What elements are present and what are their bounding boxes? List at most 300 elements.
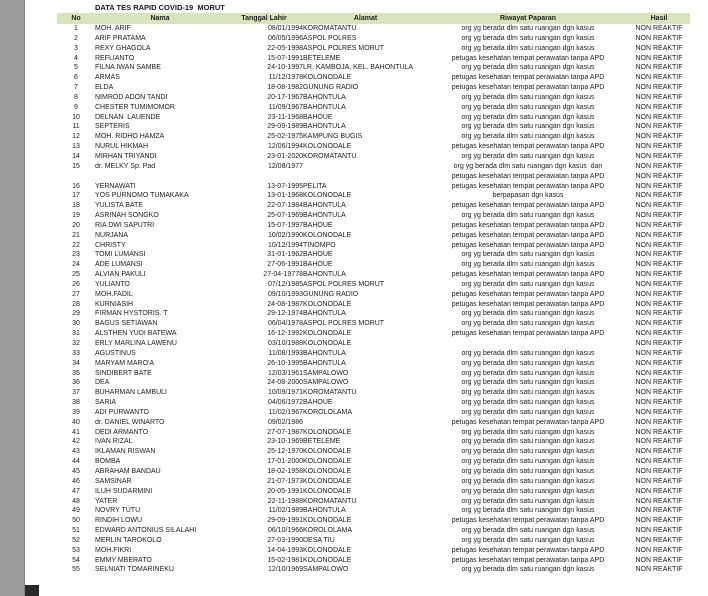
- cell-nama: ILUH SUDARMINI: [95, 487, 153, 495]
- table-header-row: [57, 13, 690, 24]
- cell-nama: BAGUS SETIAWAN: [95, 320, 158, 328]
- cell-nama: ADE LUMANSI: [95, 261, 143, 269]
- cell-alamat: KOLONODALE: [303, 487, 352, 495]
- cell-alamat: KOLONODALE: [303, 448, 352, 456]
- cell-nama: REXY GHAGOLA: [95, 44, 151, 52]
- cell-nama: BUHARMAN LAMBULI: [95, 389, 167, 397]
- cell-riwayat-paparan: org yg berada dlm satu ruangan dgn kasus: [461, 113, 595, 121]
- cell-riwayat-paparan: org yg berada dlm satu ruangan dgn kasus: [461, 487, 595, 495]
- cell-riwayat-paparan: org yg berada dlm satu ruangan dgn kasus: [461, 566, 595, 574]
- cell-no: 50: [72, 517, 80, 525]
- cell-tanggal-lahir: 29-12-1974: [267, 310, 303, 318]
- next-page-corner: [25, 585, 39, 596]
- cell-riwayat-paparan: petugas kesehatan tempat perawatan tanpa APD: [451, 241, 605, 249]
- cell-no: 22: [72, 241, 80, 249]
- cell-nama: FIRMAN HYSTORIS. T: [95, 310, 168, 318]
- cell-nama: ARIF PRATAMA: [95, 34, 146, 42]
- cell-tanggal-lahir: 11/08/1993: [268, 349, 303, 357]
- cell-alamat: KOLONODALE: [303, 517, 352, 525]
- cell-nama: ALSTHEN YUDI BATEWA: [95, 330, 177, 338]
- cell-riwayat-paparan: berpapasan dgn kasus: [492, 192, 564, 200]
- cell-hasil: NON REAKTIF: [635, 359, 683, 367]
- cell-riwayat-paparan: org yg berada dlm satu ruangan dgn kasus: [461, 467, 595, 475]
- cell-tanggal-lahir: 18-02-1958: [267, 467, 303, 475]
- cell-riwayat-paparan: org yg berada dlm satu ruangan dgn kasus: [461, 280, 595, 288]
- cell-nama: SINDIBERT BATE: [95, 369, 152, 377]
- cell-no: 42: [72, 438, 80, 446]
- cell-hasil: NON REAKTIF: [635, 477, 683, 485]
- cell-hasil: NON REAKTIF: [635, 556, 683, 564]
- table-row: [57, 250, 690, 260]
- table-row: [57, 339, 690, 349]
- cell-alamat: ASPOL POLRES MORUT: [303, 280, 385, 288]
- cell-riwayat-paparan: petugas kesehatan tempat perawatan tanpa APD: [451, 418, 605, 426]
- cell-riwayat-paparan: petugas kesehatan tempat perawatan tanpa APD: [451, 74, 605, 82]
- cell-tanggal-lahir: 17-01-2000: [267, 458, 303, 466]
- cell-hasil: NON REAKTIF: [635, 192, 683, 200]
- table-row: [57, 44, 690, 54]
- cell-alamat: BAHONTULA: [303, 507, 346, 515]
- cell-riwayat-paparan: org yg berada dlm satu ruangan dgn kasus: [461, 64, 595, 72]
- cell-tanggal-lahir: 24-10-1997: [267, 64, 303, 72]
- table-row: [57, 546, 690, 556]
- cell-nama: CHRISTY: [95, 241, 126, 249]
- cell-no: 32: [72, 340, 80, 347]
- cell-hasil: NON REAKTIF: [635, 566, 683, 574]
- cell-hasil: NON REAKTIF: [635, 221, 683, 229]
- cell-nama: ARMAS: [95, 74, 120, 82]
- table-row: [57, 536, 690, 546]
- cell-alamat: ASPOL POLRES MORUT: [303, 44, 385, 52]
- cell-hasil: NON REAKTIF: [635, 241, 683, 249]
- table-row: [57, 280, 690, 290]
- cell-no: 13: [72, 143, 80, 151]
- cell-tanggal-lahir: 06/04/1978: [267, 320, 303, 328]
- table-row: [57, 103, 690, 113]
- cell-riwayat-paparan: petugas kesehatan tempat perawatan tanpa APD: [451, 300, 605, 308]
- cell-no: 49: [72, 507, 80, 515]
- cell-riwayat-paparan: org yg berada dlm satu ruangan dgn kasus: [461, 320, 595, 328]
- cell-hasil: NON REAKTIF: [635, 458, 683, 466]
- cell-alamat: SAMPALOWO: [303, 369, 349, 377]
- cell-hasil: NON REAKTIF: [635, 300, 683, 308]
- cell-alamat: BAHONTULA: [303, 123, 346, 131]
- cell-no: 6: [74, 74, 78, 82]
- cell-no: 24: [72, 261, 80, 269]
- cell-hasil: NON REAKTIF: [635, 340, 683, 347]
- table-row: [57, 63, 690, 73]
- cell-no: 36: [72, 379, 80, 387]
- table-row: [57, 162, 690, 172]
- cell-nama: dr. DANIEL WINARTO: [95, 418, 165, 426]
- cell-no: 46: [72, 477, 80, 485]
- cell-no: 15: [72, 162, 80, 170]
- table-row: [57, 565, 690, 575]
- cell-alamat: BAHONTULA: [303, 359, 346, 367]
- table-row: [57, 388, 690, 398]
- rapid-test-table: [57, 13, 690, 575]
- cell-no: 43: [72, 448, 80, 456]
- cell-no: 37: [72, 389, 80, 397]
- table-row: [57, 418, 690, 428]
- cell-tanggal-lahir: 15-07-1997: [267, 221, 303, 229]
- cell-riwayat-paparan: petugas kesehatan tempat perawatan tanpa APD: [451, 517, 605, 525]
- cell-nama: EMMY MBERATO: [95, 556, 152, 564]
- table-row: [57, 428, 690, 438]
- cell-hasil: NON REAKTIF: [635, 261, 683, 269]
- cell-no: 21: [72, 231, 80, 239]
- cell-tanggal-lahir: 23-01-2020: [267, 152, 303, 160]
- cell-alamat: TINOMPO: [303, 241, 336, 249]
- cell-alamat: KOLONODALE: [303, 143, 352, 151]
- page-title: DATA TES RAPID COVID-19 MORUT: [95, 3, 225, 12]
- table-row: [57, 408, 690, 418]
- cell-riwayat-paparan: org yg berada dlm satu ruangan dgn kasus: [461, 428, 595, 436]
- cell-riwayat-paparan: org yg berada dlm satu ruangan dgn kasus: [461, 497, 595, 505]
- cell-alamat: BETELEME: [303, 54, 341, 62]
- cell-tanggal-lahir: 29-09-1991: [267, 517, 303, 525]
- cell-riwayat-paparan: org yg berada dlm satu ruangan dgn kasus: [461, 152, 595, 160]
- cell-riwayat-paparan: org yg berada dlm satu ruangan dgn kasus: [461, 34, 595, 42]
- cell-hasil: NON REAKTIF: [635, 497, 683, 505]
- cell-nama: MOH.FIKRI: [95, 546, 132, 554]
- cell-tanggal-lahir: 18-08-1982: [267, 84, 303, 92]
- cell-nama: MERLIN TAROKOLO: [95, 536, 162, 544]
- cell-tanggal-lahir: 04/06/1972: [267, 399, 303, 407]
- cell-tanggal-lahir: 22-07-1984: [267, 202, 303, 210]
- cell-nama: IVAN RIZAL: [95, 438, 133, 446]
- table-row: [57, 132, 690, 142]
- cell-nama: ADI PURWANTO: [95, 408, 149, 416]
- table-row: [57, 83, 690, 93]
- cell-alamat: ASPOL POLRES MORUT: [303, 320, 385, 328]
- cell-no: 1: [74, 25, 78, 32]
- cell-alamat: KOLONODALE: [303, 330, 352, 338]
- cell-nama: dr. MELKY Sp. Pad: [95, 162, 156, 170]
- cell-tanggal-lahir: 26-10-1995: [267, 359, 303, 367]
- table-row: [57, 152, 690, 162]
- cell-riwayat-paparan: org yg berada dlm satu ruangan dgn kasus: [461, 93, 595, 101]
- cell-nama: BOMBA: [95, 458, 121, 466]
- cell-hasil: NON REAKTIF: [635, 64, 683, 72]
- table-row: [57, 487, 690, 497]
- cell-tanggal-lahir: 09/02/1986: [267, 418, 303, 426]
- cell-alamat: BAHONTULA: [303, 310, 346, 318]
- cell-hasil: NON REAKTIF: [635, 349, 683, 357]
- cell-riwayat-paparan: petugas kesehatan tempat perawatan tanpa APD: [451, 182, 605, 190]
- cell-nama: YATER: [95, 497, 118, 505]
- cell-tanggal-lahir: 11/02/1967: [268, 408, 303, 416]
- cell-riwayat-paparan: org yg berada dlm satu ruangan dgn kasus: [461, 103, 595, 111]
- cell-alamat: KOLONODALE: [303, 74, 352, 82]
- cell-alamat: [303, 172, 428, 182]
- cell-riwayat-paparan: org yg berada dlm satu ruangan dgn kasus: [461, 212, 595, 220]
- cell-nama: YULIANTO: [95, 280, 130, 288]
- cell-nama: SARIA: [95, 399, 117, 407]
- cell-hasil: NON REAKTIF: [635, 536, 683, 544]
- cell-no: 53: [72, 546, 80, 554]
- table-row: [57, 300, 690, 310]
- cell-no: 17: [72, 192, 80, 200]
- cell-alamat: KOROMATANTU: [303, 497, 357, 505]
- cell-nama: ABRAHAM BANDAU: [95, 467, 161, 475]
- cell-alamat: KOROMATANTU: [303, 152, 357, 160]
- cell-no: 11: [72, 123, 80, 131]
- cell-no: 54: [72, 556, 80, 564]
- cell-riwayat-paparan: petugas kesehatan tempat perawatan tanpa APD: [451, 330, 605, 338]
- cell-alamat: DESA TIU: [303, 536, 335, 544]
- cell-nama: SELNIATI TOMARINEKU: [95, 566, 174, 574]
- cell-hasil: NON REAKTIF: [635, 408, 683, 416]
- cell-riwayat-paparan: org yg berada dlm satu ruangan dgn kasus: [461, 399, 595, 407]
- cell-hasil: NON REAKTIF: [635, 369, 683, 377]
- table-row: [57, 447, 690, 457]
- cell-nama: FILNA IWAN SAMBE: [95, 64, 161, 72]
- cell-tanggal-lahir: 15-02-1981: [267, 556, 303, 564]
- cell-alamat: KOROMATANTU: [303, 25, 357, 32]
- table-row: [57, 349, 690, 359]
- cell-tanggal-lahir: 16-12-1992: [267, 330, 303, 338]
- cell-alamat: BAHOUE: [303, 251, 333, 259]
- cell-alamat: BAHONTULA: [303, 93, 346, 101]
- table-row: [57, 457, 690, 467]
- cell-nama: ASRINAH SONGKO: [95, 212, 159, 220]
- cell-tanggal-lahir: 12/10/1969: [267, 566, 303, 574]
- cell-tanggal-lahir: 20-05-1991: [267, 487, 303, 495]
- cell-hasil: NON REAKTIF: [635, 212, 683, 220]
- cell-no: 4: [74, 54, 78, 62]
- table-row: [57, 201, 690, 211]
- cell-riwayat-paparan: org yg berada dlm satu ruangan dgn kasus: [461, 527, 595, 535]
- table-row: [57, 211, 690, 221]
- cell-riwayat-paparan: org yg berada dlm satu ruangan dgn kasus: [461, 389, 595, 397]
- cell-no: 51: [72, 527, 80, 535]
- table-row: [57, 506, 690, 516]
- cell-alamat: KOROMATANTU: [303, 389, 357, 397]
- cell-tanggal-lahir: 06/05/1996: [267, 34, 303, 42]
- cell-no: 55: [72, 566, 80, 574]
- cell-nama: MOH.FADIL: [95, 290, 133, 298]
- cell-tanggal-lahir: 27-06-1991: [267, 261, 303, 269]
- cell-hasil: NON REAKTIF: [635, 546, 683, 554]
- table-row: [57, 556, 690, 566]
- cell-nama: YERNAWATI: [95, 182, 136, 190]
- cell-riwayat-paparan: org yg berada dlm satu ruangan dgn kasus: [461, 349, 595, 357]
- column-header-tanggal-lahir: Tanggal Lahir: [225, 13, 303, 24]
- cell-alamat: BETELEME: [303, 438, 341, 446]
- table-row: [57, 369, 690, 379]
- cell-hasil: NON REAKTIF: [635, 517, 683, 525]
- cell-hasil: NON REAKTIF: [635, 418, 683, 426]
- cell-hasil: NON REAKTIF: [635, 44, 683, 52]
- cell-alamat: BAHOUE: [303, 399, 333, 407]
- cell-riwayat-paparan: org yg berada dlm satu ruangan dgn kasus: [461, 359, 595, 367]
- cell-tanggal-lahir: 11/09/1967: [268, 103, 303, 111]
- cell-nama: RIA DWI SAPUTRI: [95, 221, 155, 229]
- cell-alamat: KOLONODALE: [303, 428, 352, 436]
- table-row: [57, 34, 690, 44]
- cell-hasil: NON REAKTIF: [635, 527, 683, 535]
- column-header-nama: Nama: [95, 13, 225, 24]
- cell-alamat: [303, 418, 428, 428]
- cell-alamat: BAHONTULA: [303, 202, 346, 210]
- cell-nama: REFLIANTO: [95, 54, 135, 62]
- cell-alamat: BAHONTULA: [303, 103, 346, 111]
- cell-hasil: NON REAKTIF: [635, 379, 683, 387]
- cell-nama: MOH. RIDHO HAMZA: [95, 133, 165, 141]
- cell-no: [57, 172, 95, 182]
- table-row: [57, 270, 690, 280]
- cell-tanggal-lahir: 25-07-1969: [267, 212, 303, 220]
- cell-riwayat-paparan: [428, 339, 628, 349]
- cell-no: 26: [72, 280, 80, 288]
- cell-hasil: NON REAKTIF: [635, 320, 683, 328]
- cell-no: 16: [72, 182, 80, 190]
- cell-hasil: NON REAKTIF: [635, 290, 683, 298]
- cell-riwayat-paparan: org yg berada dlm satu ruangan dgn kasus: [461, 123, 595, 131]
- cell-hasil: NON REAKTIF: [635, 93, 683, 101]
- cell-hasil: NON REAKTIF: [635, 103, 683, 111]
- cell-nama: MARYAM MARO'A: [95, 359, 155, 367]
- cell-alamat: BAHONTULA: [303, 212, 346, 220]
- cell-tanggal-lahir: 09/10/1993: [267, 290, 303, 298]
- cell-nama: NURJANA: [95, 231, 129, 239]
- cell-tanggal-lahir: 13-01-1968: [267, 192, 303, 200]
- table-row: [57, 231, 690, 241]
- cell-tanggal-lahir: 27-04-19778: [263, 271, 303, 279]
- cell-tanggal-lahir: 11/02/1989: [268, 507, 303, 515]
- cell-nama: KURNIASIH: [95, 300, 134, 308]
- cell-tanggal-lahir: 03/10/1988: [267, 340, 303, 347]
- cell-riwayat-paparan: petugas kesehatan tempat perawatan tanpa APD: [451, 202, 605, 210]
- cell-riwayat-paparan: org yg berada dlm satu ruangan dgn kasus: [461, 536, 595, 544]
- cell-alamat: BAHOUE: [303, 113, 333, 121]
- table-row: [57, 54, 690, 64]
- cell-tanggal-lahir: 20-17-1967: [267, 93, 303, 101]
- cell-no: 31: [72, 330, 80, 338]
- cell-hasil: NON REAKTIF: [635, 123, 683, 131]
- cell-no: 52: [72, 536, 80, 544]
- cell-riwayat-paparan: petugas kesehatan tempat perawatan tanpa APD: [451, 84, 605, 92]
- cell-no: 41: [72, 428, 80, 436]
- cell-hasil: NON REAKTIF: [635, 162, 683, 170]
- table-row: [57, 309, 690, 319]
- cell-no: 30: [72, 320, 80, 328]
- table-row: [57, 329, 690, 339]
- cell-alamat: GUNUNG RADIO: [303, 84, 359, 92]
- cell-nama: CHESTER TUMIMOMOR: [95, 103, 175, 111]
- cell-riwayat-paparan: petugas kesehatan tempat perawatan tanpa APD: [451, 221, 605, 229]
- cell-no: 5: [74, 64, 78, 72]
- cell-alamat: KOROLOLAMA: [303, 408, 353, 416]
- cell-nama: IKLAMAN RISWAN: [95, 448, 156, 456]
- cell-tanggal-lahir: 27-07-1987: [267, 428, 303, 436]
- cell-tanggal-lahir: 14-04-1993: [267, 546, 303, 554]
- cell-no: 34: [72, 359, 80, 367]
- cell-alamat: SAMPALOWO: [303, 379, 349, 387]
- cell-riwayat-paparan: org yg berada dlm satu ruangan dgn kasus: [461, 25, 595, 32]
- cell-no: 33: [72, 349, 80, 357]
- table-row: [57, 319, 690, 329]
- cell-hasil: NON REAKTIF: [635, 399, 683, 407]
- cell-hasil: NON REAKTIF: [635, 448, 683, 456]
- cell-no: 2: [74, 34, 78, 42]
- cell-riwayat-paparan: petugas kesehatan tempat perawatan tanpa APD: [451, 143, 605, 151]
- cell-riwayat-paparan: petugas kesehatan tempat perawatan tanpa APD: [451, 290, 605, 298]
- table-row: [57, 113, 690, 123]
- cell-riwayat-paparan: org yg berada dlm satu ruangan dgn kasus: [461, 477, 595, 485]
- cell-tanggal-lahir: [225, 172, 303, 182]
- table-row: [57, 516, 690, 526]
- cell-hasil: NON REAKTIF: [635, 74, 683, 82]
- cell-tanggal-lahir: 12/06/1994: [267, 143, 303, 151]
- cell-no: 18: [72, 202, 80, 210]
- cell-hasil: NON REAKTIF: [635, 428, 683, 436]
- cell-no: 45: [72, 467, 80, 475]
- table-row: [57, 497, 690, 507]
- cell-nama: ALVIAN PAKULI: [95, 271, 146, 279]
- table-row: [57, 359, 690, 369]
- table-row: [57, 398, 690, 408]
- cell-riwayat-paparan: org yg berada dlm satu ruangan dgn kasus: [461, 448, 595, 456]
- cell-no: 14: [72, 152, 80, 160]
- cell-no: 47: [72, 487, 80, 495]
- cell-hasil: NON REAKTIF: [635, 467, 683, 475]
- cell-hasil: NON REAKTIF: [635, 84, 683, 92]
- cell-nama: TOMI LUMANSI: [95, 251, 146, 259]
- cell-no: 44: [72, 458, 80, 466]
- cell-alamat: KOLONODALE: [303, 477, 352, 485]
- cell-tanggal-lahir: 07/12/1985: [267, 280, 303, 288]
- column-header-alamat: Alamat: [303, 13, 428, 24]
- cell-alamat: KOLONODALE: [303, 340, 352, 347]
- cell-riwayat-paparan: org yg berada dlm satu ruangan dgn kasus: [461, 379, 595, 387]
- table-row: [57, 437, 690, 447]
- cell-nama: [95, 172, 225, 182]
- cell-tanggal-lahir: 21-07-1973: [267, 477, 303, 485]
- cell-nama: ERLY MARLINA LAWENU: [95, 340, 177, 347]
- cell-nama: NOVRY TUTU: [95, 507, 141, 515]
- cell-no: 12: [72, 133, 80, 141]
- cell-tanggal-lahir: 10/02/1990: [267, 231, 303, 239]
- cell-riwayat-paparan: petugas kesehatan tempat perawatan tanpa APD: [451, 231, 605, 239]
- cell-alamat: BAHONTULA: [303, 349, 346, 357]
- cell-tanggal-lahir: 24-08-2000: [267, 379, 303, 387]
- cell-hasil: NON REAKTIF: [635, 202, 683, 210]
- cell-hasil: NON REAKTIF: [635, 113, 683, 121]
- cell-tanggal-lahir: 29-09-1989: [267, 123, 303, 131]
- cell-tanggal-lahir: 08/01/1994: [267, 25, 303, 32]
- cell-tanggal-lahir: 25-12-1970: [267, 448, 303, 456]
- table-row: [57, 241, 690, 251]
- table-row: [57, 526, 690, 536]
- cell-tanggal-lahir: 25-02-1975: [267, 133, 303, 141]
- cell-alamat: BAHOUE: [303, 221, 333, 229]
- cell-hasil: NON REAKTIF: [635, 25, 683, 32]
- cell-riwayat-paparan: org yg berada dlm satu ruangan dgn kasus: [461, 438, 595, 446]
- cell-riwayat-paparan: petugas kesehatan tempat perawatan tanpa APD: [451, 172, 605, 180]
- cell-hasil: NON REAKTIF: [635, 172, 683, 180]
- cell-alamat: KOLONODALE: [303, 192, 352, 200]
- cell-nama: MOH. ARIF: [95, 25, 131, 32]
- cell-nama: NIMROD ADON TANDI: [95, 93, 168, 101]
- cell-no: 28: [72, 300, 80, 308]
- cell-tanggal-lahir: 15-07-1991: [267, 54, 303, 62]
- table-row: [57, 290, 690, 300]
- cell-no: 8: [74, 93, 78, 101]
- page-margin-gutter: [0, 0, 25, 596]
- cell-riwayat-paparan: petugas kesehatan tempat perawatan tanpa APD: [451, 271, 605, 279]
